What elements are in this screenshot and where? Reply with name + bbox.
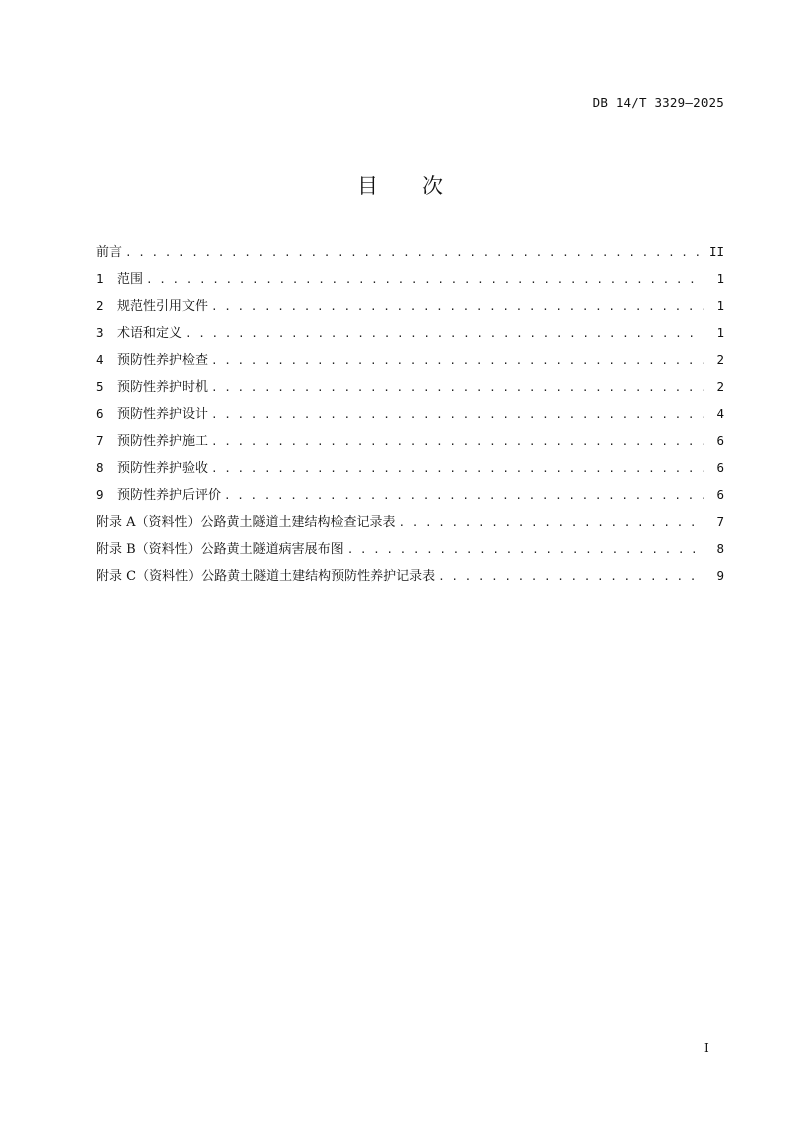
toc-section-number: 7	[96, 433, 104, 448]
toc-entry-title: 预防性养护检查	[117, 353, 209, 368]
document-code: DB 14/T 3329—2025	[592, 95, 724, 110]
toc-page-number: II	[708, 244, 724, 259]
toc-entry-title: 范围	[117, 272, 144, 287]
toc-entry-appendix-a[interactable]	[96, 512, 724, 539]
toc-page-number: 8	[716, 541, 724, 556]
toc-section-number: 8	[96, 460, 104, 475]
dot-leader	[185, 324, 704, 344]
toc-entry-7[interactable]	[96, 431, 724, 458]
toc-entry-title: 预防性养护时机	[117, 380, 209, 395]
dot-leader	[347, 540, 704, 560]
toc-entry-title: 预防性养护后评价	[117, 488, 222, 503]
toc-page-number: 2	[716, 379, 724, 394]
toc-entry-title: 预防性养护设计	[117, 407, 209, 422]
toc-entry-title: 预防性养护验收	[117, 461, 209, 476]
dot-leader	[211, 432, 704, 452]
toc-page-number: 7	[716, 514, 724, 529]
dot-leader	[146, 270, 704, 290]
toc-entry-6[interactable]	[96, 404, 724, 431]
dot-leader	[211, 459, 704, 479]
toc-page-number: 1	[716, 271, 724, 286]
toc-section-number: 5	[96, 379, 104, 394]
toc-section-number: 6	[96, 406, 104, 421]
toc-entry-appendix-c[interactable]	[96, 566, 724, 593]
toc-entry-foreword[interactable]	[96, 242, 724, 269]
toc-entry-title: 附录 A（资料性）公路黄土隧道土建结构检查记录表	[96, 515, 396, 530]
dot-leader	[125, 243, 703, 263]
toc-entry-4[interactable]	[96, 350, 724, 377]
toc-entry-1[interactable]	[96, 269, 724, 296]
dot-leader	[211, 405, 704, 425]
toc-entry-title: 前言	[96, 245, 123, 260]
toc-page-number: 6	[716, 433, 724, 448]
toc-entry-title: 术语和定义	[117, 326, 183, 341]
toc-section-number: 3	[96, 325, 104, 340]
toc-page-number: 6	[716, 487, 724, 502]
toc-entry-2[interactable]	[96, 296, 724, 323]
dot-leader	[399, 513, 704, 533]
dot-leader	[438, 567, 704, 587]
dot-leader	[211, 351, 704, 371]
toc-section-number: 2	[96, 298, 104, 313]
toc-section-number: 9	[96, 487, 104, 502]
toc-page-number: 6	[716, 460, 724, 475]
toc-entry-9[interactable]	[96, 485, 724, 512]
table-of-contents	[96, 242, 724, 593]
toc-page-number: 1	[716, 325, 724, 340]
toc-entry-3[interactable]	[96, 323, 724, 350]
dot-leader	[211, 297, 704, 317]
dot-leader	[211, 378, 704, 398]
toc-page-number: 2	[716, 352, 724, 367]
page-number: I	[704, 1041, 709, 1055]
toc-entry-title: 预防性养护施工	[117, 434, 209, 449]
toc-entry-appendix-b[interactable]	[96, 539, 724, 566]
toc-section-number: 1	[96, 271, 104, 286]
toc-entry-8[interactable]	[96, 458, 724, 485]
toc-section-number: 4	[96, 352, 104, 367]
toc-entry-5[interactable]	[96, 377, 724, 404]
toc-entry-title: 附录 B（资料性）公路黄土隧道病害展布图	[96, 542, 344, 557]
toc-entry-title: 附录 C（资料性）公路黄土隧道土建结构预防性养护记录表	[96, 569, 436, 584]
toc-page-number: 1	[716, 298, 724, 313]
toc-page-number: 4	[716, 406, 724, 421]
toc-page-number: 9	[716, 568, 724, 583]
toc-entry-title: 规范性引用文件	[117, 299, 209, 314]
toc-title: 目次	[357, 174, 487, 198]
dot-leader	[224, 486, 704, 506]
